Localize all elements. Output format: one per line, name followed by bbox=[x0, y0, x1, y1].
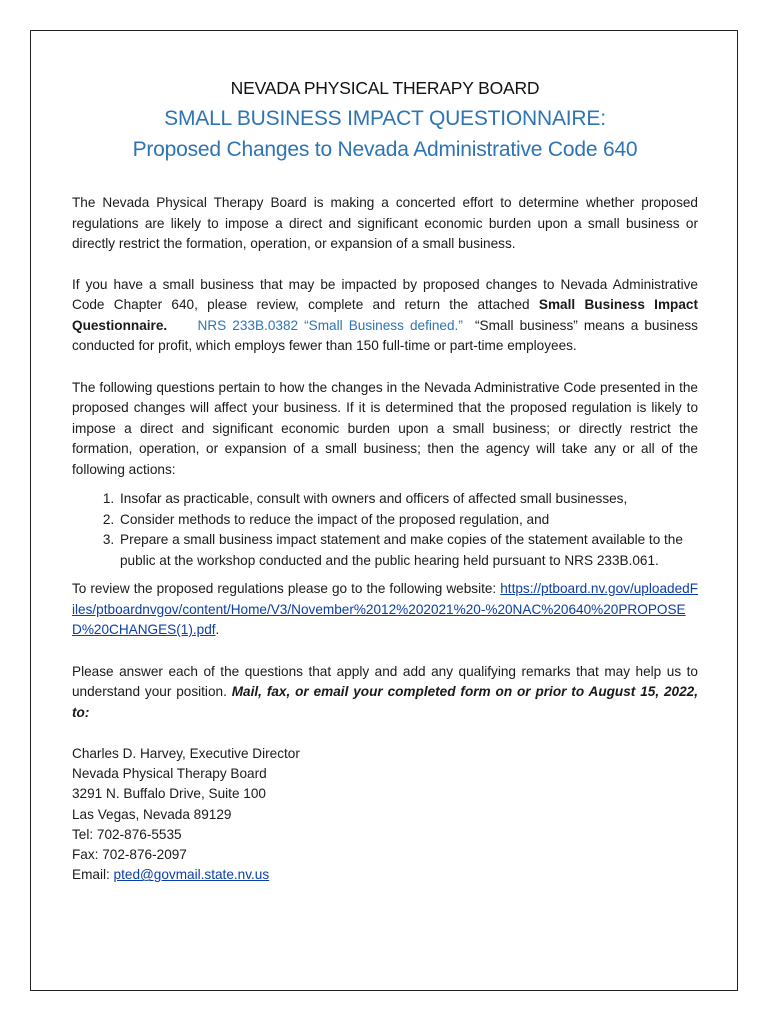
action-item: 1. Insofar as practicable, consult with owners and officers of affected small businesses, bbox=[118, 489, 698, 510]
contact-fax: Fax: 702-876-2097 bbox=[72, 847, 187, 863]
review-text: To review the proposed regulations please go to the following website: bbox=[72, 581, 497, 596]
action-item: 3. Prepare a small business impact statement and make copies of the statement available to the public at the workshop conducted and the public hearing held pursuant to NRS 233B.061. bbox=[118, 530, 698, 571]
contact-org: Nevada Physical Therapy Board bbox=[72, 766, 267, 782]
review-period: . bbox=[215, 622, 220, 637]
impact-text-end: “Small business” means a business conducted for profit, which employs fewer than 150 full-time or part-time employees. bbox=[72, 317, 698, 353]
action-item: 2. Consider methods to reduce the impact of the proposed regulation, and bbox=[118, 510, 698, 531]
impact-paragraph bbox=[72, 275, 698, 357]
contact-email-line bbox=[72, 865, 698, 885]
questionnaire-name: Small Business Impact Questionnaire. bbox=[72, 297, 698, 333]
document-body bbox=[72, 76, 698, 885]
nrs-reference: NRS 233B.0382 “Small Business defined.” bbox=[197, 317, 463, 333]
contact-name: Charles D. Harvey, Executive Director bbox=[72, 746, 300, 761]
questions-paragraph: The following questions pertain to how the changes in the Nevada Administrative Code presented in the proposed changes will affect your business. If it is determined that the proposed regulation is likely to impose a direct and significant economic burden upon a small business; or directly restrict the formation, operation, or expansion of a small business; then the agency will take any or all of the following actions: bbox=[72, 379, 698, 477]
document-subtitle: Proposed Changes to Nevada Administrative Code 640 bbox=[132, 138, 638, 161]
email-label: Email: bbox=[72, 867, 114, 883]
contact-street: 3291 N. Buffalo Drive, Suite 100 bbox=[72, 786, 266, 802]
review-paragraph bbox=[72, 579, 698, 641]
answer-text: Please answer each of the questions that apply and add any qualifying remarks that may help us to understand your position. bbox=[72, 663, 698, 699]
impact-text-start: If you have a small business that may be impacted by proposed changes to Nevada Administrative Code Chapter 640, please review, complete and return the attached bbox=[72, 276, 698, 312]
actions-list bbox=[72, 489, 698, 571]
proposed-changes-link[interactable]: https://ptboard.nv.gov/uploadedFiles/ptboardnvgov/content/Home/V3/November%2012%202021%20-%20NAC%20640%20PROPOSED%20CHANGES(1).pdf bbox=[72, 581, 698, 637]
contact-tel: Tel: 702-876-5535 bbox=[72, 826, 182, 842]
submission-deadline: Mail, fax, or email your completed form on or prior to August 15, 2022, to: bbox=[72, 684, 698, 720]
organization-heading: NEVADA PHYSICAL THERAPY BOARD bbox=[230, 78, 540, 98]
document-title: SMALL BUSINESS IMPACT QUESTIONNAIRE: bbox=[164, 107, 606, 130]
contact-city: Las Vegas, Nevada 89129 bbox=[72, 806, 232, 822]
answer-paragraph bbox=[72, 662, 698, 724]
email-link[interactable]: pted@govmail.state.nv.us bbox=[113, 867, 270, 883]
intro-paragraph: The Nevada Physical Therapy Board is making a concerted effort to determine whether proposed regulations are likely to impose a direct and significant economic burden upon a small business or directly restrict the formation, operation, or expansion of a small business. bbox=[72, 195, 698, 251]
contact-block bbox=[72, 744, 698, 885]
